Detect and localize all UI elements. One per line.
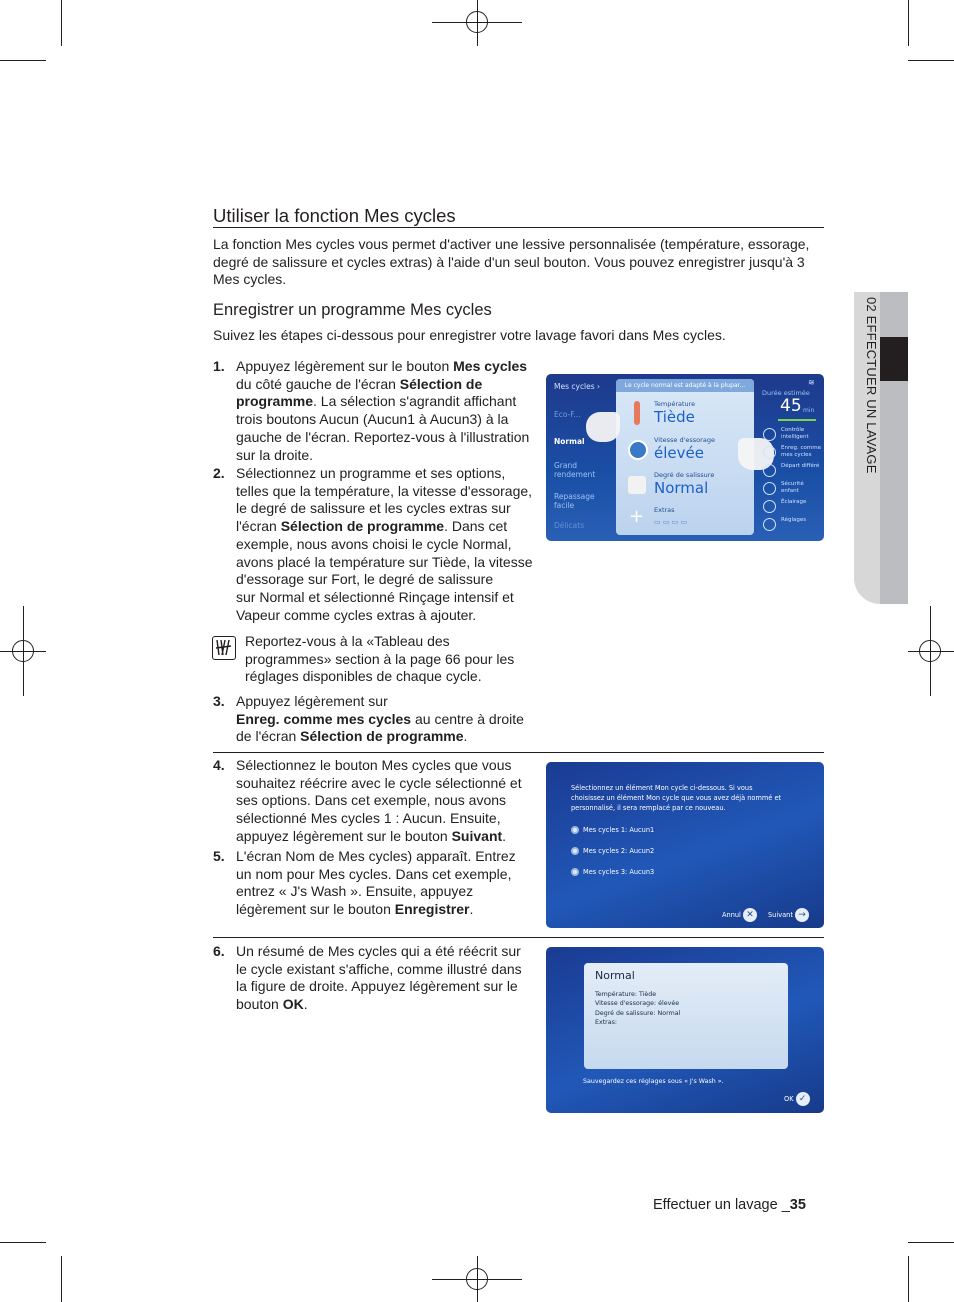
radio-icon xyxy=(571,847,579,855)
step-number: 2. xyxy=(213,465,225,481)
spin-label: Vitesse d'essorage xyxy=(654,436,715,444)
instruction-text: Sélectionnez un élément Mon cycle ci-dessous. Si vous choisissez un élément Mon cycle que vous avez déjà nommé et personnalisé, il sera remplacé par ce nouveau. xyxy=(571,784,782,812)
right-menu xyxy=(762,427,824,535)
step-text xyxy=(236,848,516,919)
text: entrez « J's Wash ». Ensuite, appuyez xyxy=(236,883,474,900)
text: bouton xyxy=(236,996,283,1013)
crop-mark xyxy=(908,60,954,61)
text: gauche de l'écran. Reportez-vous à l'illustration xyxy=(236,428,530,445)
ui-term: Enreg. comme mes cycles xyxy=(236,710,412,727)
step-2 xyxy=(213,465,543,630)
menu-item-eco[interactable]: Eco-F... xyxy=(554,409,581,419)
step-text xyxy=(236,465,533,624)
my-cycles-slot-screenshot xyxy=(546,762,824,928)
lock-icon xyxy=(763,482,776,495)
step-text xyxy=(236,358,529,464)
ui-term: programme xyxy=(236,393,314,410)
clock-icon xyxy=(763,464,776,477)
registration-circle xyxy=(919,640,941,662)
soil-label: Degré de salissure xyxy=(654,471,715,479)
smart-icon xyxy=(763,428,776,441)
text: sélectionné Mes cycles 1 : Aucun. Ensuite, xyxy=(236,810,501,827)
crop-mark xyxy=(908,1242,954,1243)
step-5 xyxy=(213,848,543,920)
text: Appuyez légèrement sur le bouton xyxy=(236,358,454,374)
text: du côté gauche de l'écran xyxy=(236,375,400,392)
temp-label: Température xyxy=(654,400,696,408)
ui-term: Sélection de programme xyxy=(280,518,445,535)
menu-item-mes-cycles[interactable]: Mes cycles › xyxy=(554,382,601,391)
extras-label: Extras xyxy=(654,506,675,514)
left-menu xyxy=(554,382,616,530)
text: . xyxy=(463,728,468,745)
menu-smart-control[interactable]: Contrôle intelligent xyxy=(762,427,824,445)
text: . xyxy=(502,827,507,844)
step-number: 3. xyxy=(213,693,225,709)
extras-icons: ▭ ▭ ▭ ▭ xyxy=(654,518,688,526)
ui-term: OK xyxy=(282,996,304,1013)
text: le degré de salissure et les cycles extras sur xyxy=(236,500,511,517)
text: d'essorage sur Fort, le degré de salissure xyxy=(236,571,494,588)
text: le cycle existant s'affiche, comme illustré dans xyxy=(236,960,522,977)
hand-icon xyxy=(586,412,620,442)
intro-paragraph xyxy=(213,236,824,289)
subsection-title: Enregistrer un programme Mes cycles xyxy=(213,301,492,319)
text: sur la droite. xyxy=(236,446,314,463)
ui-term: Suivant xyxy=(451,827,503,844)
text: Sélectionnez un programme et ses options, xyxy=(236,465,506,481)
step-6 xyxy=(213,943,543,1015)
footer-text: Effectuer un lavage _ xyxy=(653,1197,790,1213)
crop-mark xyxy=(908,0,909,46)
menu-item-normal[interactable]: Normal xyxy=(554,437,585,446)
arrow-right-icon: → xyxy=(795,908,809,922)
settings-panel xyxy=(616,379,754,535)
duration-unit: min xyxy=(803,407,815,414)
slot-option-2[interactable]: Mes cycles 2: Aucun2 xyxy=(571,847,654,855)
page-number: 35 xyxy=(789,1197,806,1213)
summary-panel xyxy=(584,963,788,1069)
plus-icon: + xyxy=(629,506,645,527)
duration-bar xyxy=(778,419,816,421)
save-icon xyxy=(763,446,776,459)
text: légèrement sur le bouton xyxy=(236,901,395,918)
text: trois boutons Aucun (Aucun1 à Aucun3) à la xyxy=(236,411,509,428)
note xyxy=(245,633,545,686)
ui-term: Sélection de programme xyxy=(300,728,464,745)
crop-mark xyxy=(908,1256,909,1302)
spin-value[interactable]: élevée xyxy=(654,444,704,462)
crop-mark xyxy=(0,1242,46,1243)
text: avons placé la température sur Tiède, la vitesse xyxy=(236,553,533,570)
text: au centre à droite xyxy=(411,710,524,727)
intro-line: Mes cycles. xyxy=(213,271,287,288)
close-icon: ✕ xyxy=(743,908,757,922)
ui-term: Sélection de xyxy=(399,375,483,392)
step-4 xyxy=(213,757,543,849)
text: de l'écran xyxy=(236,728,301,745)
slot-option-1[interactable]: Mes cycles 1: Aucun1 xyxy=(571,826,654,834)
text: telles que la température, la vitesse d'essorage, xyxy=(236,482,533,499)
intro-line: degré de salissure et cycles extras) à l'aide d'un seul bouton. Vous pouvez enregistrer jusqu'à 3 xyxy=(213,253,805,270)
duration-label: Durée estimée xyxy=(762,389,810,397)
section-title: Utiliser la fonction Mes cycles xyxy=(213,205,456,226)
text: Sélectionnez le bouton Mes cycles que vous xyxy=(236,757,512,773)
step-number: 6. xyxy=(213,943,225,959)
ok-button[interactable]: OK ✓ xyxy=(784,1092,810,1106)
spin-icon xyxy=(628,440,648,460)
shirt-icon xyxy=(628,476,646,494)
temp-value[interactable]: Tiède xyxy=(654,408,695,426)
text: un nom pour Mes cycles. Dans cet exemple, xyxy=(236,865,512,882)
registration-circle xyxy=(466,11,488,33)
subsection-intro: Suivez les étapes ci-dessous pour enregistrer votre lavage favori dans Mes cycles. xyxy=(213,327,726,343)
step-text xyxy=(236,693,524,746)
text: souhaitez réécrire avec le cycle sélectionné et xyxy=(236,774,522,791)
intro-line: La fonction Mes cycles vous permet d'activer une lessive personnalisée (température, essorage, xyxy=(213,236,810,252)
menu-child-lock[interactable]: Sécurité enfant xyxy=(762,481,824,499)
menu-item-delicats[interactable]: Délicats xyxy=(554,520,585,530)
step-text xyxy=(236,943,522,1014)
menu-light[interactable]: Éclairage xyxy=(762,499,824,517)
crop-mark xyxy=(61,0,62,46)
panel-banner: Le cycle normal est adapté à la plupar... xyxy=(616,379,754,392)
save-message: Sauvegardez ces réglages sous « J's Wash ». xyxy=(583,1078,724,1085)
radio-icon xyxy=(571,826,579,834)
step-3 xyxy=(213,693,543,749)
note-line: Reportez-vous à la «Tableau des xyxy=(245,633,450,649)
text: . Dans cet xyxy=(444,518,508,535)
registration-circle xyxy=(12,640,34,662)
step-number: 5. xyxy=(213,848,225,864)
menu-item-grand-rendement[interactable]: Grand rendement xyxy=(554,460,596,479)
my-cycle-summary-screenshot xyxy=(546,947,824,1113)
duration-value: 45 xyxy=(780,396,802,416)
cancel-button[interactable]: Annul ✕ xyxy=(722,908,757,922)
note-line: programmes» section à la page 66 pour les xyxy=(245,650,515,667)
text: appuyez légèrement sur le bouton xyxy=(236,827,452,844)
next-button[interactable]: Suivant → xyxy=(768,908,809,922)
title-rule xyxy=(213,227,824,228)
step-text xyxy=(236,757,522,846)
text: exemple, nous avons choisi le cycle Normal, xyxy=(236,535,512,552)
text: l'écran xyxy=(236,518,281,535)
chapter-tab-marker xyxy=(880,337,908,381)
text: . xyxy=(469,901,474,918)
summary-details: Température: Tiède Vitesse d'essorage: élevée Degré de salissure: Normal Extras: xyxy=(595,991,681,1026)
step-1 xyxy=(213,358,543,468)
step-number: 4. xyxy=(213,757,225,773)
step-number: 1. xyxy=(213,358,225,374)
ui-term: Mes cycles xyxy=(453,358,528,374)
light-icon xyxy=(763,500,776,513)
text: ses options. Dans cet exemple, nous avons xyxy=(236,792,507,809)
text: L'écran Nom de Mes cycles) apparaît. Entrez xyxy=(236,848,516,864)
radio-icon xyxy=(571,868,579,876)
soil-value[interactable]: Normal xyxy=(654,479,709,497)
section-divider xyxy=(213,937,824,938)
note-line: réglages disponibles de chaque cycle. xyxy=(245,668,482,685)
menu-settings[interactable]: Réglages xyxy=(762,517,824,535)
page-footer xyxy=(653,1197,806,1213)
section-divider xyxy=(213,752,824,753)
note-icon xyxy=(212,636,236,660)
text: . La sélection s'agrandit affichant xyxy=(313,393,517,410)
gear-icon xyxy=(763,518,776,531)
thermometer-icon xyxy=(634,401,640,425)
ui-term: Enregistrer xyxy=(394,901,470,918)
registration-circle xyxy=(466,1268,488,1290)
summary-title: Normal xyxy=(595,969,635,982)
text: Vapeur comme cycles extras à ajouter. xyxy=(236,606,477,623)
chapter-tab-label: 02 EFFECTUER UN LAVAGE xyxy=(864,297,879,474)
program-selection-screenshot xyxy=(546,374,824,541)
menu-save-my-cycle[interactable]: Enreg. comme mes cycles xyxy=(762,445,824,463)
slot-option-3[interactable]: Mes cycles 3: Aucun3 xyxy=(571,868,654,876)
menu-item-repassage[interactable]: Repassage facile xyxy=(554,491,595,510)
menu-delay-start[interactable]: Départ différé xyxy=(762,463,824,481)
text: Appuyez légèrement sur xyxy=(236,693,388,709)
check-icon: ✓ xyxy=(796,1092,810,1106)
wifi-icon: ≋ xyxy=(808,378,815,387)
text: Un résumé de Mes cycles qui a été réécrit sur xyxy=(236,943,521,959)
crop-mark xyxy=(61,1256,62,1302)
crop-mark xyxy=(0,60,46,61)
text: la figure de droite. Appuyez légèrement sur le xyxy=(236,978,518,995)
text: . xyxy=(303,996,308,1013)
text: sur Normal et sélectionné Rinçage intensif et xyxy=(236,588,514,605)
